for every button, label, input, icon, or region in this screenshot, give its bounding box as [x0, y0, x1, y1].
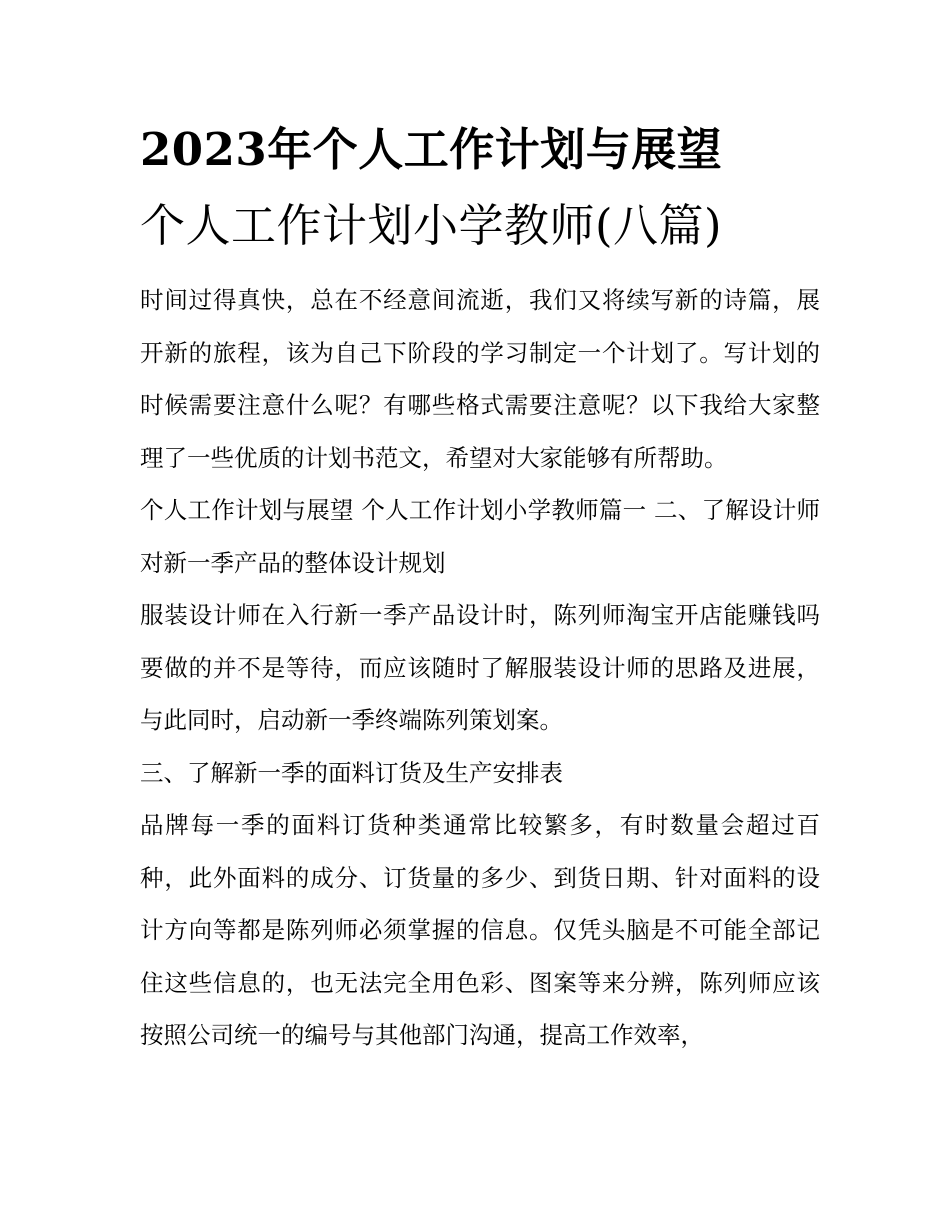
section-heading-paragraph: 个人工作计划与展望 个人工作计划小学教师篇一 二、了解设计师对新一季产品的整体设计规划: [140, 496, 820, 577]
document-body: [140, 274, 820, 1062]
document-content: [140, 112, 820, 1062]
document-title-line-1: 2023年个人工作计划与展望: [140, 123, 723, 176]
fabric-paragraph: 品牌每一季的面料订货种类通常比较繁多，有时数量会超过百种，此外面料的成分、订货量的多少、到货日期、针对面料的设计方向等都是陈列师必须掌握的信息。仅凭头脑是不可能全部记住这些信息的，也无法完全用色彩、图案等来分辨，陈列师应该按照公司统一的编号与其他部门沟通，提高工作效率，: [140, 811, 820, 1049]
intro-paragraph: 时间过得真快，总在不经意间流逝，我们又将续写新的诗篇，展开新的旅程，该为自己下阶段的学习制定一个计划了。写计划的时候需要注意什么呢？有哪些格式需要注意呢？以下我给大家整理了一些优质的计划书范文，希望对大家能够有所帮助。: [140, 286, 820, 472]
section-three-heading: 三、了解新一季的面料订货及生产安排表: [140, 758, 563, 787]
document-title-line-2: 个人工作计划小学教师(八篇): [140, 199, 723, 252]
designer-paragraph: 服装设计师在入行新一季产品设计时，陈列师淘宝开店能赚钱吗要做的并不是等待，而应该随时了解服装设计师的思路及进展，与此同时，启动新一季终端陈列策划案。: [140, 601, 820, 734]
